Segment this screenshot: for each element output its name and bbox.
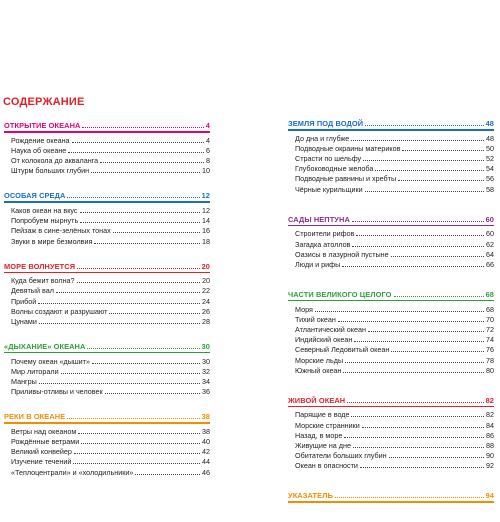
toc-entry[interactable]	[295, 143, 494, 153]
entry-page-number: 34	[202, 377, 210, 386]
dot-leader	[389, 457, 484, 458]
section-underline	[288, 129, 494, 131]
entry-title: Атлантический океан	[295, 324, 366, 334]
toc-entry[interactable]	[11, 466, 210, 476]
section-underline	[4, 272, 210, 274]
toc-entry[interactable]	[295, 450, 494, 460]
entry-page-number: 26	[202, 306, 210, 316]
entry-page-number: 54	[486, 164, 494, 174]
entry-title: Подводные окраины материков	[295, 143, 401, 153]
toc-section	[288, 213, 494, 269]
entry-page-number: 4	[206, 135, 210, 145]
entry-title: Каков океан на вкус	[11, 205, 78, 215]
section-underline	[4, 201, 210, 203]
dot-leader	[100, 162, 204, 163]
toc-entry[interactable]	[11, 275, 210, 285]
section-page-number: 48	[485, 119, 494, 128]
toc-column-left	[4, 119, 210, 491]
entry-list	[4, 275, 210, 326]
toc-entry[interactable]	[295, 173, 494, 183]
toc-section	[4, 119, 210, 175]
entry-page-number: 76	[486, 345, 494, 355]
entry-title: Наука об океане	[11, 145, 67, 155]
entry-title: Оазисы в лазурной пустыне	[295, 249, 389, 259]
dot-leader	[375, 170, 484, 171]
entry-list	[288, 133, 494, 194]
toc-section	[288, 394, 494, 471]
dot-leader	[78, 433, 200, 434]
entry-title: Пейзаж в сине-зелёных тонах	[11, 226, 111, 236]
dot-leader	[398, 180, 484, 181]
entry-title: Океан в опасности	[295, 461, 358, 471]
entry-page-number: 18	[202, 236, 210, 246]
dot-leader	[365, 125, 483, 126]
entry-page-number: 42	[202, 447, 210, 457]
section-title: ЗЕМЛЯ ПОД ВОДОЙ	[288, 119, 364, 128]
entry-page-number: 22	[202, 286, 210, 296]
dot-leader	[338, 321, 484, 322]
dot-leader	[356, 235, 484, 236]
section-underline	[288, 300, 494, 302]
entry-page-number: 62	[486, 239, 494, 249]
dot-leader	[72, 142, 204, 143]
entry-title: Глубоководные желоба	[295, 164, 374, 174]
entry-page-number: 12	[202, 205, 210, 215]
dot-leader	[345, 362, 484, 363]
toc-entry[interactable]	[295, 324, 494, 334]
entry-list	[288, 228, 494, 269]
entry-page-number: 24	[202, 296, 210, 306]
toc-entry[interactable]	[295, 409, 494, 419]
dot-leader	[342, 266, 484, 267]
toc-entry[interactable]	[11, 285, 210, 295]
toc-entry[interactable]	[295, 430, 494, 440]
toc-entry[interactable]	[295, 419, 494, 429]
entry-page-number: 58	[486, 184, 494, 194]
dot-leader	[351, 140, 484, 141]
toc-entry[interactable]	[11, 155, 210, 165]
toc-section	[288, 117, 494, 194]
entry-title: Подводные равнины и хребты	[295, 174, 397, 184]
entry-title: Рождение океана	[11, 135, 70, 145]
dot-leader	[92, 363, 200, 364]
toc-entry[interactable]	[295, 238, 494, 248]
toc-entry[interactable]	[295, 344, 494, 354]
section-page-number: 60	[485, 214, 494, 224]
entry-page-number: 50	[486, 143, 494, 153]
section-underline	[288, 406, 494, 408]
entry-title: Куда бежит волна?	[11, 276, 75, 286]
toc-entry[interactable]	[295, 133, 494, 143]
dot-leader	[105, 393, 200, 394]
dot-leader	[365, 191, 484, 192]
section-title: МОРЕ ВОЛНУЕТСЯ	[4, 261, 76, 271]
dot-leader	[39, 383, 200, 384]
dot-leader	[109, 313, 200, 314]
dot-leader	[82, 127, 203, 128]
section-heading[interactable]	[288, 213, 494, 224]
entry-page-number: 28	[202, 316, 210, 326]
entry-title: Моря	[295, 304, 313, 314]
section-page-number: 94	[485, 491, 494, 501]
toc-entry[interactable]	[11, 366, 210, 376]
toc-entry[interactable]	[11, 426, 210, 436]
toc-section	[288, 288, 494, 375]
section-heading[interactable]	[4, 410, 210, 421]
entry-page-number: 32	[202, 366, 210, 376]
section-title: УКАЗАТЕЛЬ	[288, 491, 333, 501]
section-heading[interactable]	[288, 394, 494, 405]
dot-leader	[347, 402, 483, 403]
entry-page-number: 14	[202, 216, 210, 226]
dot-leader	[81, 443, 200, 444]
toc-entry[interactable]	[11, 436, 210, 446]
entry-list	[288, 409, 494, 470]
dot-leader	[80, 222, 200, 223]
entry-page-number: 10	[202, 166, 210, 176]
dot-leader	[74, 453, 200, 454]
toc-entry[interactable]	[11, 135, 210, 145]
section-title: ОТКРЫТИЕ ОКЕАНА	[4, 121, 81, 130]
entry-page-number: 70	[486, 314, 494, 324]
entry-title: Чёрные курильщики	[295, 184, 363, 194]
entry-page-number: 38	[202, 426, 210, 436]
toc-entry[interactable]	[11, 446, 210, 456]
entry-title: Великий конвейер	[11, 447, 72, 457]
toc-section	[4, 410, 210, 476]
entry-title: Изучение течений	[11, 457, 72, 467]
dot-leader	[39, 323, 200, 324]
entry-title: От колокола до акваланга	[11, 156, 99, 166]
toc-entry[interactable]	[11, 355, 210, 365]
entry-title: Строители рифов	[295, 229, 355, 239]
dot-leader	[362, 427, 484, 428]
section-underline	[4, 131, 210, 133]
entry-title: Северный Ледовитый океан	[295, 345, 390, 355]
dot-leader	[315, 311, 484, 312]
dot-leader	[94, 243, 200, 244]
entry-title: Морские льды	[295, 355, 344, 365]
entry-page-number: 68	[486, 304, 494, 314]
section-underline	[288, 501, 494, 503]
toc-entry[interactable]	[11, 225, 210, 235]
dot-leader	[135, 474, 200, 475]
entry-title: Индийский океан	[295, 335, 353, 345]
section-page-number: 38	[201, 412, 210, 422]
entry-title: Рождённые ветрами	[11, 437, 80, 447]
entry-title: Почему океан «дышит»	[11, 356, 90, 366]
entry-page-number: 78	[486, 355, 494, 365]
dot-leader	[402, 150, 484, 151]
dot-leader	[354, 341, 484, 342]
dot-leader	[73, 463, 200, 464]
entry-title: Девятый вал	[11, 286, 54, 296]
dot-leader	[352, 221, 484, 222]
entry-page-number: 88	[486, 440, 494, 450]
toc-entry[interactable]	[11, 386, 210, 396]
entry-title: Цунами	[11, 316, 37, 326]
toc-entry[interactable]	[11, 456, 210, 466]
entry-page-number: 46	[202, 467, 210, 477]
dot-leader	[38, 303, 200, 304]
dot-leader	[391, 351, 484, 352]
entry-title: Штурм больших глубин	[11, 166, 90, 176]
entry-page-number: 82	[486, 410, 494, 420]
toc-entry[interactable]	[295, 303, 494, 313]
toc-entry[interactable]	[295, 259, 494, 269]
entry-page-number: 48	[486, 133, 494, 143]
toc-entry[interactable]	[11, 376, 210, 386]
section-heading[interactable]	[288, 117, 494, 128]
toc-entry[interactable]	[11, 295, 210, 305]
section-heading[interactable]	[4, 340, 210, 351]
dot-leader	[368, 331, 484, 332]
dot-leader	[80, 212, 200, 213]
toc-entry[interactable]	[295, 314, 494, 324]
entry-title: Прибой	[11, 296, 37, 306]
entry-title: Мир литорали	[11, 366, 59, 376]
dot-leader	[68, 152, 204, 153]
entry-title: Попробуем нырнуть	[11, 216, 79, 226]
toc-entry[interactable]	[295, 334, 494, 344]
toc-entry[interactable]	[295, 249, 494, 259]
entry-title: Люди и рифы	[295, 259, 341, 269]
entry-list	[288, 303, 494, 374]
toc-section	[4, 340, 210, 396]
entry-page-number: 30	[202, 356, 210, 366]
section-title: ОСОБАЯ СРЕДА	[4, 191, 66, 201]
dot-leader	[113, 232, 200, 233]
entry-page-number: 16	[202, 226, 210, 236]
dot-leader	[67, 418, 199, 419]
toc-entry[interactable]	[295, 460, 494, 470]
toc-entry[interactable]	[295, 440, 494, 450]
toc-entry[interactable]	[11, 145, 210, 155]
section-page-number: 12	[201, 191, 210, 201]
section-heading[interactable]	[4, 260, 210, 271]
entry-list	[4, 205, 210, 246]
section-title: «ДЫХАНИЕ» ОКЕАНА	[4, 341, 86, 351]
section-heading[interactable]	[4, 189, 210, 200]
section-heading[interactable]	[4, 119, 210, 130]
section-title: САДЫ НЕПТУНА	[288, 214, 350, 224]
dot-leader	[352, 246, 484, 247]
entry-page-number: 8	[206, 156, 210, 166]
entry-list	[4, 135, 210, 176]
section-page-number: 82	[485, 395, 494, 405]
entry-list	[4, 355, 210, 396]
entry-title: Приливы-отливы и человек	[11, 387, 103, 397]
dot-leader	[394, 296, 484, 297]
dot-leader	[87, 348, 199, 349]
dot-leader	[67, 197, 199, 198]
entry-page-number: 64	[486, 249, 494, 259]
dot-leader	[91, 172, 200, 173]
section-title: РЕКИ В ОКЕАНЕ	[4, 412, 66, 422]
entry-title: Парящие в воде	[295, 410, 350, 420]
entry-title: Загадка атоллов	[295, 239, 351, 249]
entry-title: Морские странники	[295, 420, 360, 430]
dot-leader	[363, 160, 484, 161]
entry-title: Волны создают и разрушают	[11, 306, 108, 316]
entry-title: Назад, в море	[295, 430, 343, 440]
entry-page-number: 44	[202, 457, 210, 467]
entry-page-number: 92	[486, 461, 494, 471]
section-underline	[4, 422, 210, 424]
dot-leader	[344, 437, 484, 438]
entry-title: Звуки в мире безмолвия	[11, 236, 93, 246]
dot-leader	[360, 467, 484, 468]
entry-title: Мангры	[11, 377, 37, 386]
section-underline	[4, 352, 210, 354]
toc-entry[interactable]	[11, 235, 210, 245]
entry-page-number: 66	[486, 259, 494, 269]
toc-entry[interactable]	[11, 215, 210, 225]
entry-title: Живущие на дне	[295, 440, 351, 450]
entry-title: До дна и глубже	[295, 133, 350, 143]
entry-list	[4, 426, 210, 477]
dot-leader	[77, 282, 200, 283]
section-heading[interactable]	[288, 288, 494, 299]
entry-page-number: 84	[486, 420, 494, 430]
toc-section	[288, 489, 494, 503]
section-page-number: 20	[201, 261, 210, 271]
page-title: СОДЕРЖАНИЕ	[3, 96, 85, 108]
entry-title: Страсти по шельфу	[295, 154, 362, 164]
entry-page-number: 36	[202, 387, 210, 397]
entry-title: Тихий океан	[295, 314, 336, 324]
entry-title: Обитатели больших глубин	[295, 451, 387, 461]
toc-entry[interactable]	[295, 163, 494, 173]
toc-entry[interactable]	[295, 153, 494, 163]
entry-page-number: 80	[486, 365, 494, 375]
entry-page-number: 56	[486, 174, 494, 184]
toc-entry[interactable]	[11, 316, 210, 326]
entry-page-number: 20	[202, 276, 210, 286]
dot-leader	[351, 416, 484, 417]
dot-leader	[391, 256, 484, 257]
dot-leader	[61, 373, 200, 374]
entry-page-number: 74	[486, 335, 494, 345]
toc-entry[interactable]	[295, 354, 494, 364]
entry-page-number: 52	[486, 154, 494, 164]
toc-section	[4, 189, 210, 245]
entry-title: Южный океан	[295, 365, 342, 375]
toc-entry[interactable]	[11, 165, 210, 175]
toc-section	[4, 260, 210, 326]
toc-column-right	[288, 117, 494, 522]
dot-leader	[343, 372, 484, 373]
entry-page-number: 40	[202, 437, 210, 447]
toc-entry[interactable]	[295, 183, 494, 193]
dot-leader	[335, 497, 484, 498]
section-underline	[288, 225, 494, 227]
entry-page-number: 90	[486, 451, 494, 461]
toc-entry[interactable]	[295, 365, 494, 375]
section-page-number: 68	[485, 289, 494, 299]
dot-leader	[77, 268, 199, 269]
toc-entry[interactable]	[295, 228, 494, 238]
toc-entry[interactable]	[11, 205, 210, 215]
section-title: ЧАСТИ ВЕЛИКОГО ЦЕЛОГО	[288, 289, 392, 299]
entry-page-number: 6	[206, 145, 210, 155]
entry-title: «Теплоцентрали» и «холодильники»	[11, 467, 134, 477]
dot-leader	[56, 292, 200, 293]
section-page-number: 4	[205, 121, 210, 130]
toc-entry[interactable]	[11, 306, 210, 316]
section-heading[interactable]	[288, 489, 494, 500]
entry-page-number: 60	[486, 229, 494, 239]
entry-page-number: 86	[486, 430, 494, 440]
entry-title: Ветры над океаном	[11, 426, 77, 436]
section-title: ЖИВОЙ ОКЕАН	[288, 395, 346, 405]
entry-page-number: 72	[486, 324, 494, 334]
dot-leader	[353, 447, 484, 448]
section-page-number: 30	[201, 341, 210, 351]
